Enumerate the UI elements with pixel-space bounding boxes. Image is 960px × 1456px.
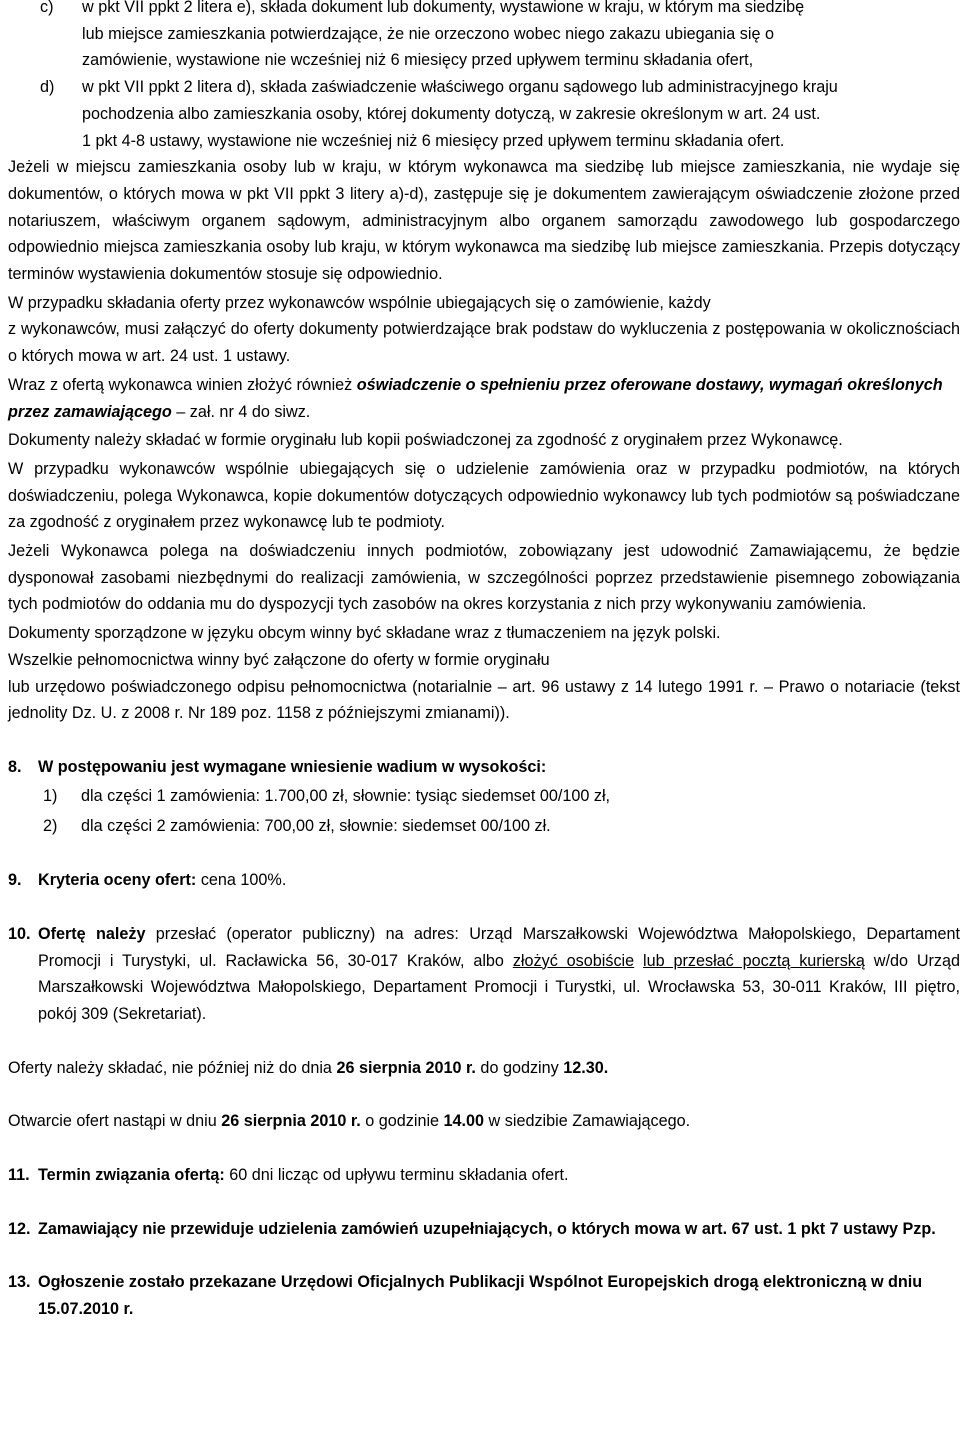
list-text-c-2: lub miejsce zamieszkania potwierdzające, że nie orzeczono wobec niego zakazu ubiegania się o	[82, 24, 774, 43]
paragraph-pelnomocnictwa-2: lub urzędowo poświadczonego odpisu pełnomocnictwa (notarialnie – art. 96 ustawy z 14 lutego 1991 r. – Prawo o notariacie (tekst jednolity Dz. U. z 2008 r. Nr 189 poz. 1158 z późniejszymi zmianami)).	[8, 677, 960, 723]
section-8-item-1-number: 1)	[43, 786, 58, 805]
section-10-heading: Ofertę należy	[38, 924, 146, 943]
oferty-date: 26 sierpnia 2010 r.	[336, 1058, 476, 1077]
list-item-c	[8, 0, 960, 74]
otwarcie-time: 14.00	[443, 1112, 485, 1131]
paragraph-jezeli-2: Jeżeli Wykonawca polega na doświadczeniu innych podmiotów, zobowiązany jest udowodnić Zamawiającemu, że będzie dysponował zasobami niezbędnymi do realizacji zamówienia, w szczególności poprzez przedstawienie pisemnego zobowiązania tych podmiotów do oddania mu do dyspozycji tych zasobów na okres korzystania z nich przy wykonywaniu zamówienia.	[8, 542, 960, 614]
list-text-c-3: zamówienie, wystawione nie wcześniej niż 6 miesięcy przed upływem terminu składania ofert,	[82, 51, 754, 70]
otwarcie-post: w siedzibie Zamawiającego.	[484, 1112, 691, 1131]
section-10-text-1: przesłać (operator publiczny) na adres: Urząd Marszałkowski Województwa Małopolskiego, Departament Promocji i Turystyki, ul. Racławicka 56, 30-017 Kraków, albo	[38, 924, 960, 970]
section-13	[8, 1269, 960, 1322]
section-8-item-2-number: 2)	[43, 817, 58, 836]
section-10	[8, 921, 960, 1028]
section-10-space	[634, 952, 643, 970]
section-9-text: cena 100%.	[196, 871, 287, 890]
section-8-number: 8.	[8, 757, 22, 776]
list-item-d	[8, 74, 960, 154]
paragraph-obcy: Dokumenty sporządzone w języku obcym winny być składane wraz z tłumaczeniem na język polski.	[8, 624, 721, 643]
paragraph-oferty-deadline	[8, 1055, 960, 1082]
section-11	[8, 1162, 960, 1189]
list-text-d-1: w pkt VII ppkt 2 litera d), składa zaświadczenie właściwego organu sądowego lub administracyjnego kraju	[82, 78, 838, 97]
section-10-underline-2: lub przesłać pocztą kurierską	[643, 951, 865, 970]
section-12	[8, 1216, 960, 1243]
wraz-bold-italic: oświadczenie o spełnieniu przez oferowane dostawy, wymagań określonych przez zamawiającego	[8, 375, 943, 421]
section-13-heading: Ogłoszenie zostało przekazane Urzędowi Oficjalnych Publikacji Wspólnot Europejskich drogą elektroniczną w dniu 15.07.2010 r.	[38, 1273, 923, 1319]
otwarcie-mid: o godzinie	[360, 1112, 444, 1131]
list-text-d-3: 1 pkt 4-8 ustawy, wystawione nie wcześniej niż 6 miesięcy przed upływem terminu składania ofert.	[82, 131, 785, 150]
section-8-item-1	[8, 783, 960, 810]
wraz-pre: Wraz z ofertą wykonawca winien złożyć również	[8, 375, 357, 394]
wraz-post: – zał. nr 4 do siwz.	[171, 402, 311, 421]
section-13-number: 13.	[8, 1273, 31, 1292]
section-9-heading: Kryteria oceny ofert:	[38, 871, 197, 890]
section-11-text: 60 dni licząc od upływu terminu składania ofert.	[224, 1166, 569, 1185]
section-8	[8, 754, 960, 781]
oferty-time: 12.30.	[563, 1058, 609, 1077]
section-8-heading: W postępowaniu jest wymagane wniesienie wadium w wysokości:	[38, 757, 547, 776]
paragraph-jezeli-1: Jeżeli w miejscu zamieszkania osoby lub w kraju, w którym wykonawca ma siedzibę lub miejsce zamieszkania, nie wydaje się dokumentów, o których mowa w pkt VII ppkt 3 litery a)-d), zastępuje się je dokumentem zawierającym oświadczenie złożone przed notariuszem, właściwym organem sądowym, administracyjnym albo organem samorządu zawodowego lub gospodarczego odpowiednio miejsca zamieszkania osoby lub kraju, w którym wykonawca ma siedzibę lub miejsce zamieszkania. Przepis dotyczący terminów wystawienia dokumentów stosuje się odpowiednio.	[8, 158, 960, 284]
section-9	[8, 867, 960, 894]
list-label-d: d)	[40, 78, 55, 97]
section-8-item-2	[8, 813, 960, 840]
section-10-number: 10.	[8, 924, 31, 943]
section-11-heading: Termin związania ofertą:	[38, 1166, 225, 1185]
list-text-c-1: w pkt VII ppkt 2 litera e), składa dokument lub dokumenty, wystawione w kraju, w którym ma siedzibę	[82, 0, 805, 16]
section-9-number: 9.	[8, 871, 22, 890]
paragraph-pelnomocnictwa-1: Wszelkie pełnomocnictwa winny być załączone do oferty w formie oryginału	[8, 650, 550, 669]
oferty-mid: do godziny	[475, 1058, 564, 1077]
paragraph-wspolnie-2: z wykonawców, musi załączyć do oferty dokumenty potwierdzające brak podstaw do wykluczenia z postępowania w okolicznościach o których mowa w art. 24 ust. 1 ustawy.	[8, 320, 960, 366]
paragraph-wraz	[8, 372, 960, 425]
otwarcie-date: 26 sierpnia 2010 r.	[221, 1112, 361, 1131]
section-8-item-1-text: dla części 1 zamówienia: 1.700,00 zł, słownie: tysiąc siedemset 00/100 zł,	[81, 786, 611, 805]
section-10-text-2: w/do Urząd Marszałkowski Województwa Małopolskiego, Departament Promocji i Turystki, ul. Wrocławska 53, 30-011 Kraków, III piętro, pokój 309 (Sekretariat).	[38, 951, 960, 1023]
oferty-pre: Oferty należy składać, nie później niż do dnia	[8, 1058, 337, 1077]
section-12-number: 12.	[8, 1219, 31, 1238]
paragraph-dokumenty: Dokumenty należy składać w formie oryginału lub kopii poświadczonej za zgodność z oryginałem przez Wykonawcę.	[8, 431, 843, 450]
paragraph-wspolnie-1: W przypadku składania oferty przez wykonawców wspólnie ubiegających się o zamówienie, każdy	[8, 293, 711, 312]
paragraph-wspolnie-3: W przypadku wykonawców wspólnie ubiegających się o udzielenie zamówienia oraz w przypadku podmiotów, na których doświadczeniu, polega Wykonawca, kopie dokumentów dotyczących odpowiednio wykonawcy lub tych podmiotów są poświadczane za zgodność z oryginałem przez wykonawcę lub te podmioty.	[8, 459, 960, 532]
paragraph-otwarcie	[8, 1108, 960, 1135]
section-12-heading: Zamawiający nie przewiduje udzielenia zamówień uzupełniających, o których mowa w art. 67 ust. 1 pkt 7 ustawy Pzp.	[38, 1219, 936, 1238]
list-label-c: c)	[40, 0, 54, 16]
section-11-number: 11.	[8, 1166, 30, 1185]
otwarcie-pre: Otwarcie ofert nastąpi w dniu	[8, 1112, 222, 1131]
list-text-d-2: pochodzenia albo zamieszkania osoby, której dokumenty dotyczą, w zakresie określonym w art. 24 ust.	[82, 104, 821, 123]
section-10-underline-1: złożyć osobiście	[512, 951, 635, 970]
section-8-item-2-text: dla części 2 zamówienia: 700,00 zł, słownie: siedemset 00/100 zł.	[81, 817, 551, 836]
